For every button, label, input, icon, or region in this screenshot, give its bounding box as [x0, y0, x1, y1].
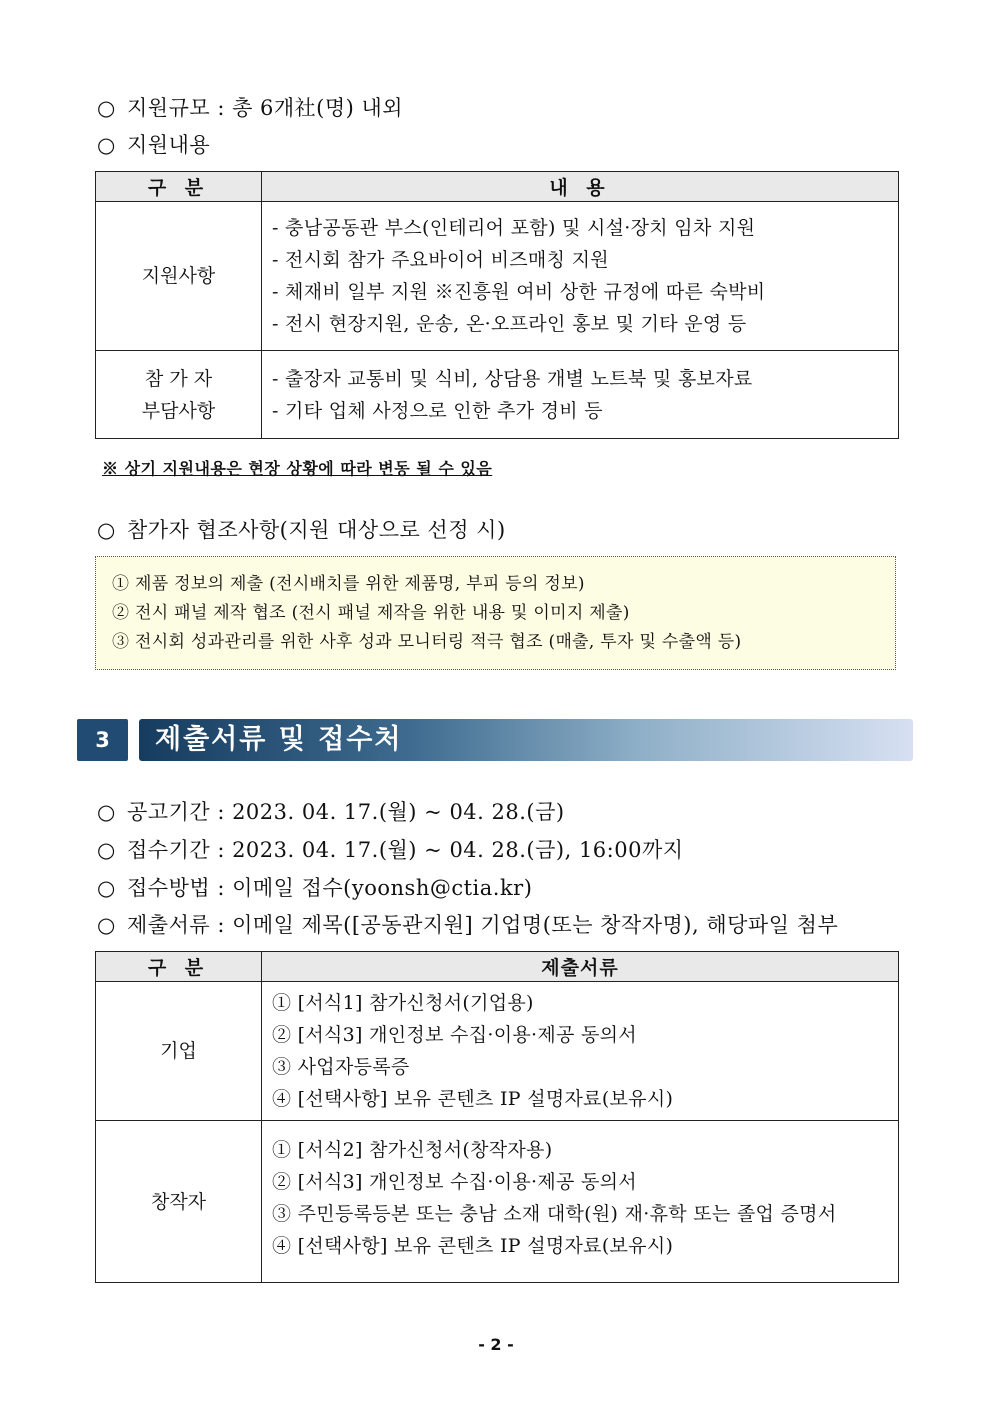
section-title: 제출서류 및 접수처: [155, 724, 403, 755]
schedule-text: 접수기간 : 2023. 04. 17.(월) ~ 04. 28.(금), 16:00까지: [127, 838, 684, 862]
list-item: ① 제품 정보의 제출 (전시배치를 위한 제품명, 부피 등의 정보): [112, 574, 585, 594]
documents-table: [95, 951, 899, 1283]
list-item: ③ 주민등록등본 또는 충남 소재 대학(원) 재·휴학 또는 졸업 증명서: [272, 1202, 837, 1225]
row-content: [262, 351, 899, 439]
list-item: ④ [선택사항] 보유 콘텐츠 IP 설명자료(보유시): [272, 1088, 674, 1110]
table-row: [96, 982, 899, 1121]
schedule-line: [97, 872, 532, 902]
schedule-text: 제출서류 : 이메일 제목([공동관지원] 기업명(또는 창작자명), 해당파일 첨부: [127, 913, 839, 937]
support-note: ※ 상기 지원내용은 현장 상황에 따라 변동 될 수 있음: [102, 459, 493, 478]
table-header-row: [96, 172, 899, 202]
category-line: 참 가 자: [144, 367, 213, 390]
table-header-row: [96, 952, 899, 982]
header-category: 구 분: [96, 172, 262, 202]
section-number: 3: [77, 719, 128, 761]
schedule-line: [97, 909, 838, 939]
row-content: [262, 202, 899, 351]
bullet-marker: ○: [97, 913, 116, 937]
table-row: [96, 1121, 899, 1283]
support-table: [95, 171, 899, 439]
bullet-marker: ○: [97, 133, 116, 157]
schedule-line: [97, 796, 565, 826]
row-category: 창작자: [96, 1121, 262, 1283]
list-item: - 출장자 교통비 및 식비, 상담용 개별 노트북 및 홍보자료: [272, 367, 753, 390]
list-item: ① [서식2] 참가신청서(창작자용): [272, 1138, 553, 1161]
cooperation-heading: [97, 514, 506, 544]
list-item: - 체재비 일부 지원 ※진흥원 여비 상한 규정에 따른 숙박비: [272, 281, 766, 303]
table-row: [96, 351, 899, 439]
row-content: [262, 1121, 899, 1283]
bullet-marker: ○: [97, 838, 116, 862]
page-number: - 2 -: [478, 1335, 514, 1354]
row-category: 지원사항: [96, 202, 262, 351]
list-item: - 충남공동관 부스(인테리어 포함) 및 시설·장치 임차 지원: [272, 217, 756, 239]
list-item: ② [서식3] 개인정보 수집·이용·제공 동의서: [272, 1170, 637, 1193]
list-item: - 기타 업체 사정으로 인한 추가 경비 등: [272, 399, 603, 422]
category-line: 부담사항: [141, 399, 216, 422]
support-content-heading-text: 지원내용: [127, 133, 211, 157]
section-title-bar: [139, 719, 913, 761]
list-item: ③ 전시회 성과관리를 위한 사후 성과 모니터링 적극 협조 (매출, 투자 및 수출액 등): [112, 632, 742, 652]
support-content-heading: [97, 129, 210, 159]
header-category: 구 분: [96, 952, 262, 982]
list-item: ② 전시 패널 제작 협조 (전시 패널 제작을 위한 내용 및 이미지 제출): [112, 603, 630, 623]
bullet-marker: ○: [97, 800, 116, 824]
list-item: ④ [선택사항] 보유 콘텐츠 IP 설명자료(보유시): [272, 1234, 674, 1257]
schedule-text: 공고기간 : 2023. 04. 17.(월) ~ 04. 28.(금): [127, 800, 565, 824]
list-item: - 전시 현장지원, 운송, 온·오프라인 홍보 및 기타 운영 등: [272, 313, 747, 335]
list-item: - 전시회 참가 주요바이어 비즈매칭 지원: [272, 249, 609, 271]
cooperation-heading-text: 참가자 협조사항(지원 대상으로 선정 시): [127, 518, 506, 542]
row-category: 기업: [96, 982, 262, 1121]
table-row: [96, 202, 899, 351]
support-scale-text: 지원규모 : 총 6개社(명) 내외: [127, 96, 404, 120]
row-content: [262, 982, 899, 1121]
row-category: [96, 351, 262, 439]
schedule-line: [97, 834, 684, 864]
list-item: ③ 사업자등록증: [272, 1056, 410, 1078]
cooperation-box: [95, 556, 896, 670]
support-scale-line: [97, 92, 403, 122]
header-documents: 제출서류: [262, 952, 899, 982]
schedule-text: 접수방법 : 이메일 접수(yoonsh@ctia.kr): [127, 876, 533, 900]
header-content: 내 용: [262, 172, 899, 202]
bullet-marker: ○: [97, 96, 116, 120]
bullet-marker: ○: [97, 876, 116, 900]
bullet-marker: ○: [97, 518, 116, 542]
list-item: ① [서식1] 참가신청서(기업용): [272, 992, 534, 1014]
list-item: ② [서식3] 개인정보 수집·이용·제공 동의서: [272, 1024, 637, 1046]
